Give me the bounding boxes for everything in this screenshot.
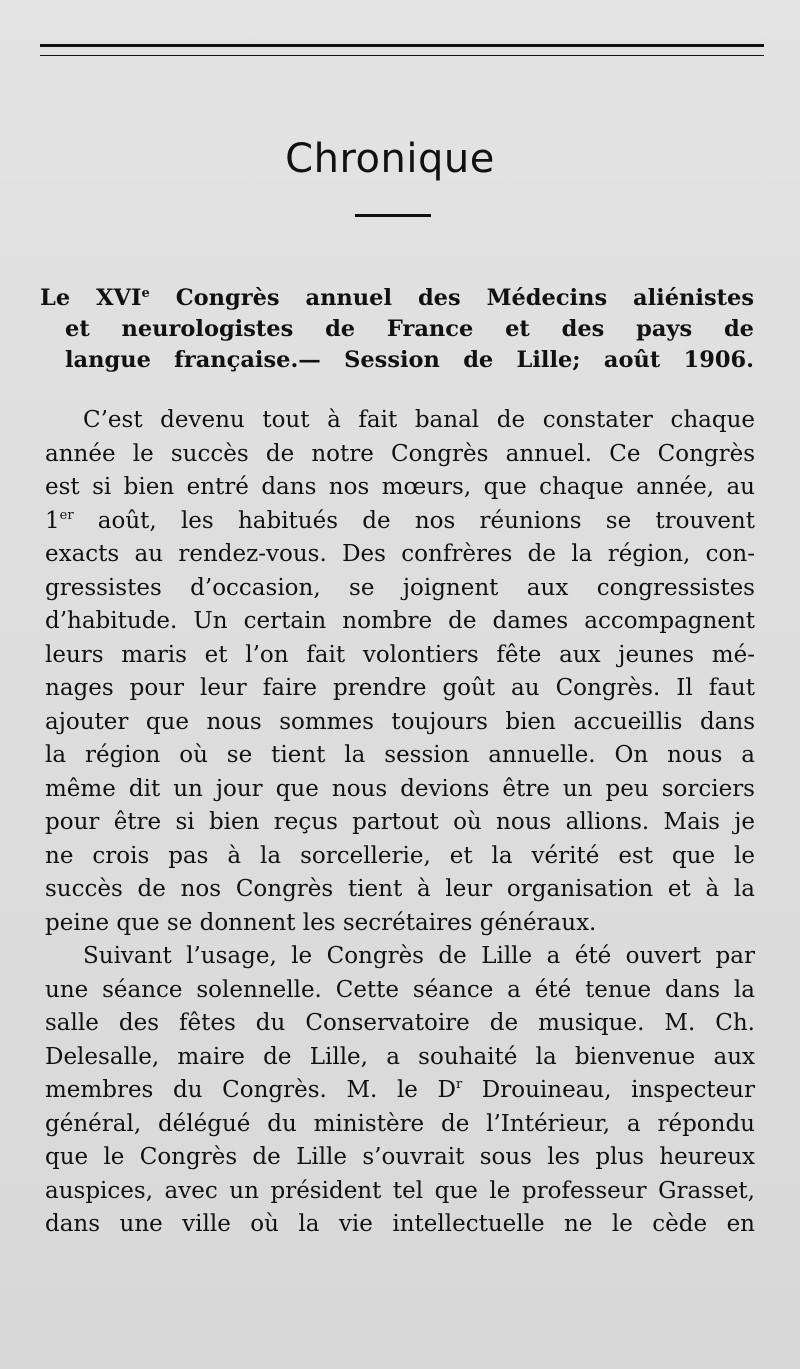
body-line: général, délégué du ministère de l’Intérieur, a répondu <box>45 1110 755 1137</box>
heading-line: langue française.— Session de Lille; août 1906. <box>65 347 754 373</box>
body-line: une séance solennelle. Cette séance a été tenue dans la <box>45 976 755 1003</box>
body-line: d’habitude. Un certain nombre de dames accompagnent <box>45 608 755 634</box>
body-line: peine que se donnent les secrétaires généraux. <box>45 909 597 936</box>
body-line: Delesalle, maire de Lille, a souhaité la bienvenue aux <box>45 1043 755 1070</box>
body-line: ne crois pas à la sorcellerie, et la vérité est que le <box>45 842 755 869</box>
body-line: membres du Congrès. M. le $D^r$ Drouineau, inspecteur <box>45 1077 755 1103</box>
body-line: ajouter que nous sommes toujours bien accueillis dans <box>45 708 755 735</box>
body-line: leurs maris et l’on fait volontiers fête aux jeunes mé- <box>45 641 755 668</box>
heading-line: et neurologistes de France et des pays de <box>65 316 754 342</box>
page-title: Chronique <box>285 136 495 182</box>
heading-line: Le XVIe Congrès annuel des Médecins aliénistes <box>40 285 754 311</box>
body-line: année le succès de notre Congrès annuel. Ce Congrès <box>45 440 755 467</box>
header-rule-thick <box>40 44 764 47</box>
title-underline-rule <box>355 214 431 217</box>
body-line: Suivant l’usage, le Congrès de Lille a été ouvert par <box>83 943 755 969</box>
body-line: est si bien entré dans nos mœurs, que chaque année, au <box>45 474 755 500</box>
body-line: que le Congrès de Lille s’ouvrait sous les plus heureux <box>45 1144 755 1170</box>
body-line: succès de nos Congrès tient à leur organisation et à la <box>45 876 755 902</box>
body-line: gressistes d’occasion, se joignent aux congressistes <box>45 574 755 601</box>
body-line: dans une ville où la vie intellectuelle ne le cède en <box>45 1211 755 1237</box>
article-heading <box>40 283 754 376</box>
body-line: même dit un jour que nous devions être un peu sorciers <box>45 775 755 802</box>
body-line: exacts au rendez-vous. Des confrères de la région, con- <box>45 541 755 567</box>
header-rule-thin <box>40 55 764 56</box>
body-line: C’est devenu tout à fait banal de constater chaque <box>83 407 755 433</box>
article-body <box>45 404 755 1242</box>
body-line: pour être si bien reçus partout où nous allions. Mais je <box>45 809 755 835</box>
body-line: 1er août, les habitués de nos réunions se trouvent <box>45 507 755 534</box>
body-line: la région où se tient la session annuelle. On nous a <box>45 742 755 768</box>
body-line: nages pour leur faire prendre goût au Congrès. Il faut <box>45 675 755 701</box>
body-line: auspices, avec un président tel que le professeur Grasset, <box>45 1177 755 1204</box>
body-line: salle des fêtes du Conservatoire de musique. M. Ch. <box>45 1010 755 1036</box>
